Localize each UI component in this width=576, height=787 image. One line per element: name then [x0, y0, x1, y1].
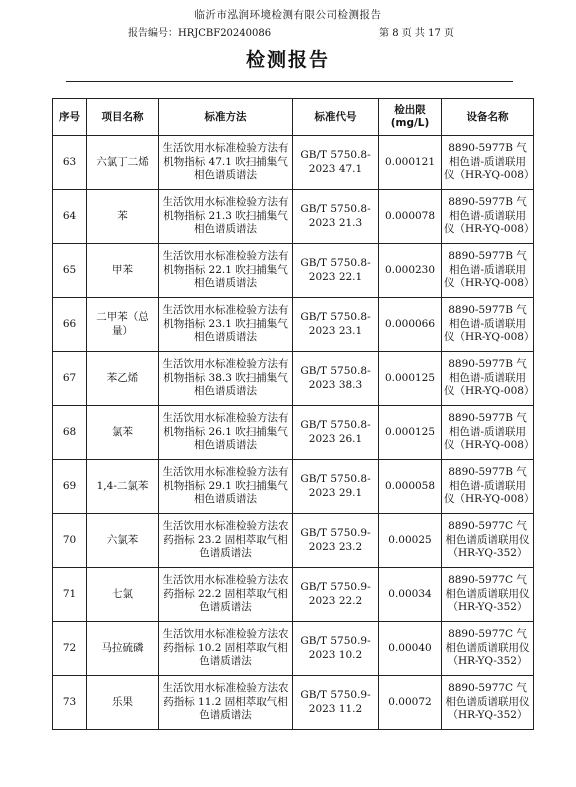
detection-limit-cell: 0.00025 [379, 514, 442, 568]
standard-code-cell: GB/T 5750.9-2023 23.2 [293, 514, 379, 568]
table-row [53, 676, 534, 730]
header-seq: 序号 [53, 99, 87, 136]
method-cell: 生活饮用水标准检验方法有机物指标 47.1 吹扫捕集气相色谱质谱法 [159, 136, 293, 190]
seq-cell: 63 [53, 136, 87, 190]
item-name-cell: 乐果 [87, 676, 159, 730]
item-name-cell: 苯乙烯 [87, 352, 159, 406]
method-cell: 生活饮用水标准检验方法有机物指标 22.1 吹扫捕集气相色谱质谱法 [159, 244, 293, 298]
equipment-cell: 8890-5977B 气相色谱-质谱联用仪（HR-YQ-008） [442, 136, 534, 190]
standard-code-cell: GB/T 5750.8-2023 26.1 [293, 406, 379, 460]
report-meta [128, 24, 454, 39]
seq-cell: 65 [53, 244, 87, 298]
test-method-table [52, 98, 534, 730]
method-cell: 生活饮用水标准检验方法有机物指标 21.3 吹扫捕集气相色谱质谱法 [159, 190, 293, 244]
page-info: 第 8 页 共 17 页 [379, 28, 454, 39]
company-report-title: 临沂市泓润环境检测有限公司检测报告 [194, 9, 382, 21]
equipment-cell: 8890-5977C 气相色谱质谱联用仪（HR-YQ-352） [442, 514, 534, 568]
equipment-cell: 8890-5977C 气相色谱质谱联用仪（HR-YQ-352） [442, 622, 534, 676]
seq-cell: 70 [53, 514, 87, 568]
method-cell: 生活饮用水标准检验方法农药指标 22.2 固相萃取气相色谱质谱法 [159, 568, 293, 622]
equipment-cell: 8890-5977B 气相色谱-质谱联用仪（HR-YQ-008） [442, 244, 534, 298]
detection-limit-cell: 0.000066 [379, 298, 442, 352]
standard-code-cell: GB/T 5750.8-2023 21.3 [293, 190, 379, 244]
standard-code-cell: GB/T 5750.9-2023 11.2 [293, 676, 379, 730]
standard-code-cell: GB/T 5750.8-2023 47.1 [293, 136, 379, 190]
standard-code-cell: GB/T 5750.8-2023 23.1 [293, 298, 379, 352]
table-row [53, 244, 534, 298]
equipment-cell: 8890-5977B 气相色谱-质谱联用仪（HR-YQ-008） [442, 298, 534, 352]
item-name-cell: 六氯苯 [87, 514, 159, 568]
table-row [53, 298, 534, 352]
standard-code-cell: GB/T 5750.8-2023 38.3 [293, 352, 379, 406]
detection-limit-cell: 0.000230 [379, 244, 442, 298]
item-name-cell: 六氯丁二烯 [87, 136, 159, 190]
item-name-cell: 马拉硫磷 [87, 622, 159, 676]
header-divider [66, 81, 513, 82]
detection-limit-cell: 0.000078 [379, 190, 442, 244]
report-number-label: 报告编号： [128, 28, 178, 39]
document-title: 检测报告 [245, 49, 330, 71]
seq-cell: 67 [53, 352, 87, 406]
table-row [53, 406, 534, 460]
table-body [53, 136, 534, 730]
seq-cell: 69 [53, 460, 87, 514]
table-row [53, 136, 534, 190]
method-cell: 生活饮用水标准检验方法有机物指标 26.1 吹扫捕集气相色谱质谱法 [159, 406, 293, 460]
equipment-cell: 8890-5977B 气相色谱-质谱联用仪（HR-YQ-008） [442, 460, 534, 514]
equipment-cell: 8890-5977B 气相色谱-质谱联用仪（HR-YQ-008） [442, 406, 534, 460]
header-equipment: 设备名称 [442, 99, 534, 136]
equipment-cell: 8890-5977C 气相色谱质谱联用仪（HR-YQ-352） [442, 568, 534, 622]
detection-limit-cell: 0.000125 [379, 406, 442, 460]
header-method: 标准方法 [159, 99, 293, 136]
report-number: HRJCBF20240086 [178, 28, 272, 39]
standard-code-cell: GB/T 5750.9-2023 10.2 [293, 622, 379, 676]
detection-limit-cell: 0.00040 [379, 622, 442, 676]
header-code: 标准代号 [293, 99, 379, 136]
item-name-cell: 二甲苯（总量） [87, 298, 159, 352]
seq-cell: 72 [53, 622, 87, 676]
seq-cell: 73 [53, 676, 87, 730]
equipment-cell: 8890-5977C 气相色谱质谱联用仪（HR-YQ-352） [442, 676, 534, 730]
table-header-row [53, 99, 534, 136]
table-row [53, 352, 534, 406]
header-item: 项目名称 [87, 99, 159, 136]
method-cell: 生活饮用水标准检验方法有机物指标 29.1 吹扫捕集气相色谱质谱法 [159, 460, 293, 514]
method-cell: 生活饮用水标准检验方法有机物指标 38.3 吹扫捕集气相色谱质谱法 [159, 352, 293, 406]
table-row [53, 460, 534, 514]
item-name-cell: 七氯 [87, 568, 159, 622]
standard-code-cell: GB/T 5750.8-2023 22.1 [293, 244, 379, 298]
method-cell: 生活饮用水标准检验方法农药指标 10.2 固相萃取气相色谱质谱法 [159, 622, 293, 676]
equipment-cell: 8890-5977B 气相色谱-质谱联用仪（HR-YQ-008） [442, 352, 534, 406]
seq-cell: 64 [53, 190, 87, 244]
table-row [53, 568, 534, 622]
equipment-cell: 8890-5977B 气相色谱-质谱联用仪（HR-YQ-008） [442, 190, 534, 244]
seq-cell: 71 [53, 568, 87, 622]
detection-limit-cell: 0.000125 [379, 352, 442, 406]
item-name-cell: 苯 [87, 190, 159, 244]
table-row [53, 514, 534, 568]
detection-limit-cell: 0.000121 [379, 136, 442, 190]
method-cell: 生活饮用水标准检验方法农药指标 23.2 固相萃取气相色谱质谱法 [159, 514, 293, 568]
item-name-cell: 氯苯 [87, 406, 159, 460]
method-cell: 生活饮用水标准检验方法农药指标 11.2 固相萃取气相色谱质谱法 [159, 676, 293, 730]
item-name-cell: 甲苯 [87, 244, 159, 298]
detection-limit-cell: 0.000058 [379, 460, 442, 514]
header-limit: 检出限 (mg/L) [379, 99, 442, 136]
standard-code-cell: GB/T 5750.8-2023 29.1 [293, 460, 379, 514]
table-row [53, 190, 534, 244]
detection-limit-cell: 0.00034 [379, 568, 442, 622]
standard-code-cell: GB/T 5750.9-2023 22.2 [293, 568, 379, 622]
table-row [53, 622, 534, 676]
seq-cell: 66 [53, 298, 87, 352]
detection-limit-cell: 0.00072 [379, 676, 442, 730]
item-name-cell: 1,4-二氯苯 [87, 460, 159, 514]
seq-cell: 68 [53, 406, 87, 460]
method-cell: 生活饮用水标准检验方法有机物指标 23.1 吹扫捕集气相色谱质谱法 [159, 298, 293, 352]
